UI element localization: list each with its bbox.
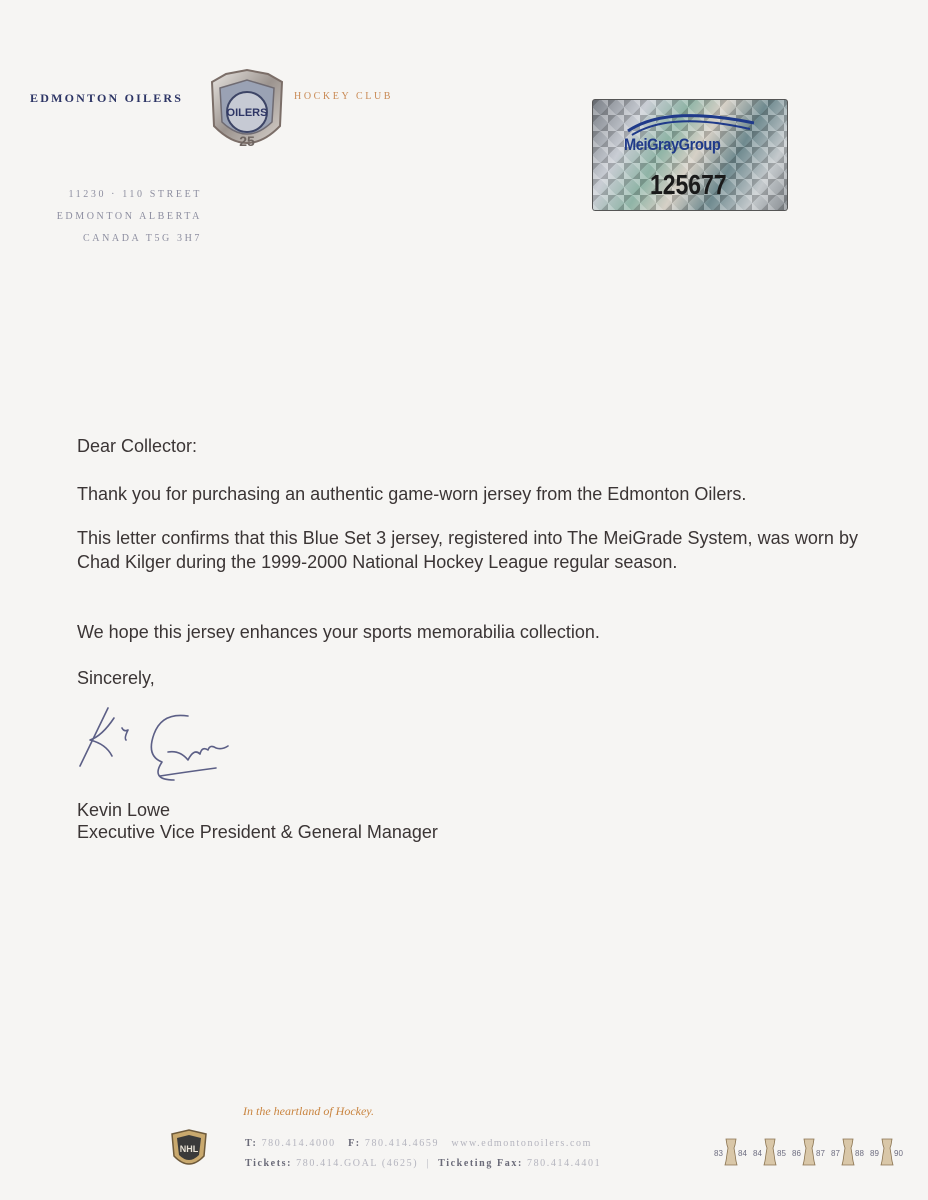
address-line-1: 11230 · 110 STREET [68,189,202,200]
letter-paragraph-3: We hope this jersey enhances your sports memorabilia collection. [77,622,600,642]
salutation: Dear Collector: [77,436,198,456]
stanley-cup-icon [842,1139,854,1165]
fax-number: 780.414.4659 [364,1138,440,1149]
footer-contact-line [245,1138,592,1149]
stanley-cup-icon [725,1139,737,1165]
letter-paragraph-2: This letter confirms that this Blue Set 3 jersey, registered into The MeiGrade System, was worn by Chad Kilger during the 1999-2000 National Hockey League regular season. [77,528,858,572]
signature-image [76,700,266,800]
address-line-2: EDMONTON ALBERTA [56,211,202,222]
closing: Sincerely, [77,668,155,688]
website-link[interactable]: www.edmontonoilers.com [451,1138,593,1149]
nhl-logo-text: NHL [179,1144,199,1154]
hologram-brand: MeiGrayGroup [624,135,721,154]
ticket-fax-label: Ticketing Fax: [438,1158,523,1169]
letter-paragraph-1: Thank you for purchasing an authentic game-worn jersey from the Edmonton Oilers. [77,484,747,504]
tickets-label: Tickets: [245,1158,293,1169]
meigray-hologram-sticker [592,99,788,211]
address-line-3: CANADA T5G 3H7 [83,233,202,244]
stanley-cup-icon [881,1139,893,1165]
club-name: EDMONTON OILERS [30,91,184,105]
nhl-shield-logo [168,1128,210,1170]
hockey-club-label: HOCKEY CLUB [294,91,394,102]
stanley-cups-row [712,1136,908,1168]
phone-label: T: [245,1138,258,1149]
cup-year-right: 85 [777,1149,786,1158]
footer-tickets-line: Tickets: 780.414.GOAL (4625) | Ticketing Fax: 780.414.4401 [245,1158,602,1169]
cup-year-right: 90 [894,1149,903,1158]
cup-year-right: 87 [816,1149,825,1158]
crest-text: OILERS [226,107,268,119]
footer-tagline: In the heartland of Hockey. [243,1104,374,1118]
cup-year-left: 83 [714,1149,723,1158]
club-address [30,184,202,250]
stanley-cup-icon [803,1139,815,1165]
tickets-number: 780.414.GOAL (4625) [296,1158,419,1169]
cup-year-left: 86 [792,1149,801,1158]
hologram-serial-number: 125677 [650,169,727,200]
stanley-cup-icon [764,1139,776,1165]
cup-year-right: 84 [738,1149,747,1158]
cup-year-left: 87 [831,1149,840,1158]
oilers-crest-logo [206,68,288,160]
phone-number: 780.414.4000 [261,1138,336,1149]
cup-year-right: 88 [855,1149,864,1158]
signer-name: Kevin Lowe [77,800,171,820]
crest-anniversary: 25 [239,133,255,149]
cup-year-left: 89 [870,1149,879,1158]
signer-title: Executive Vice President & General Manager [77,822,438,842]
cup-year-left: 84 [753,1149,762,1158]
fax-label: F: [348,1138,361,1149]
ticket-fax-number: 780.414.4401 [526,1158,602,1169]
